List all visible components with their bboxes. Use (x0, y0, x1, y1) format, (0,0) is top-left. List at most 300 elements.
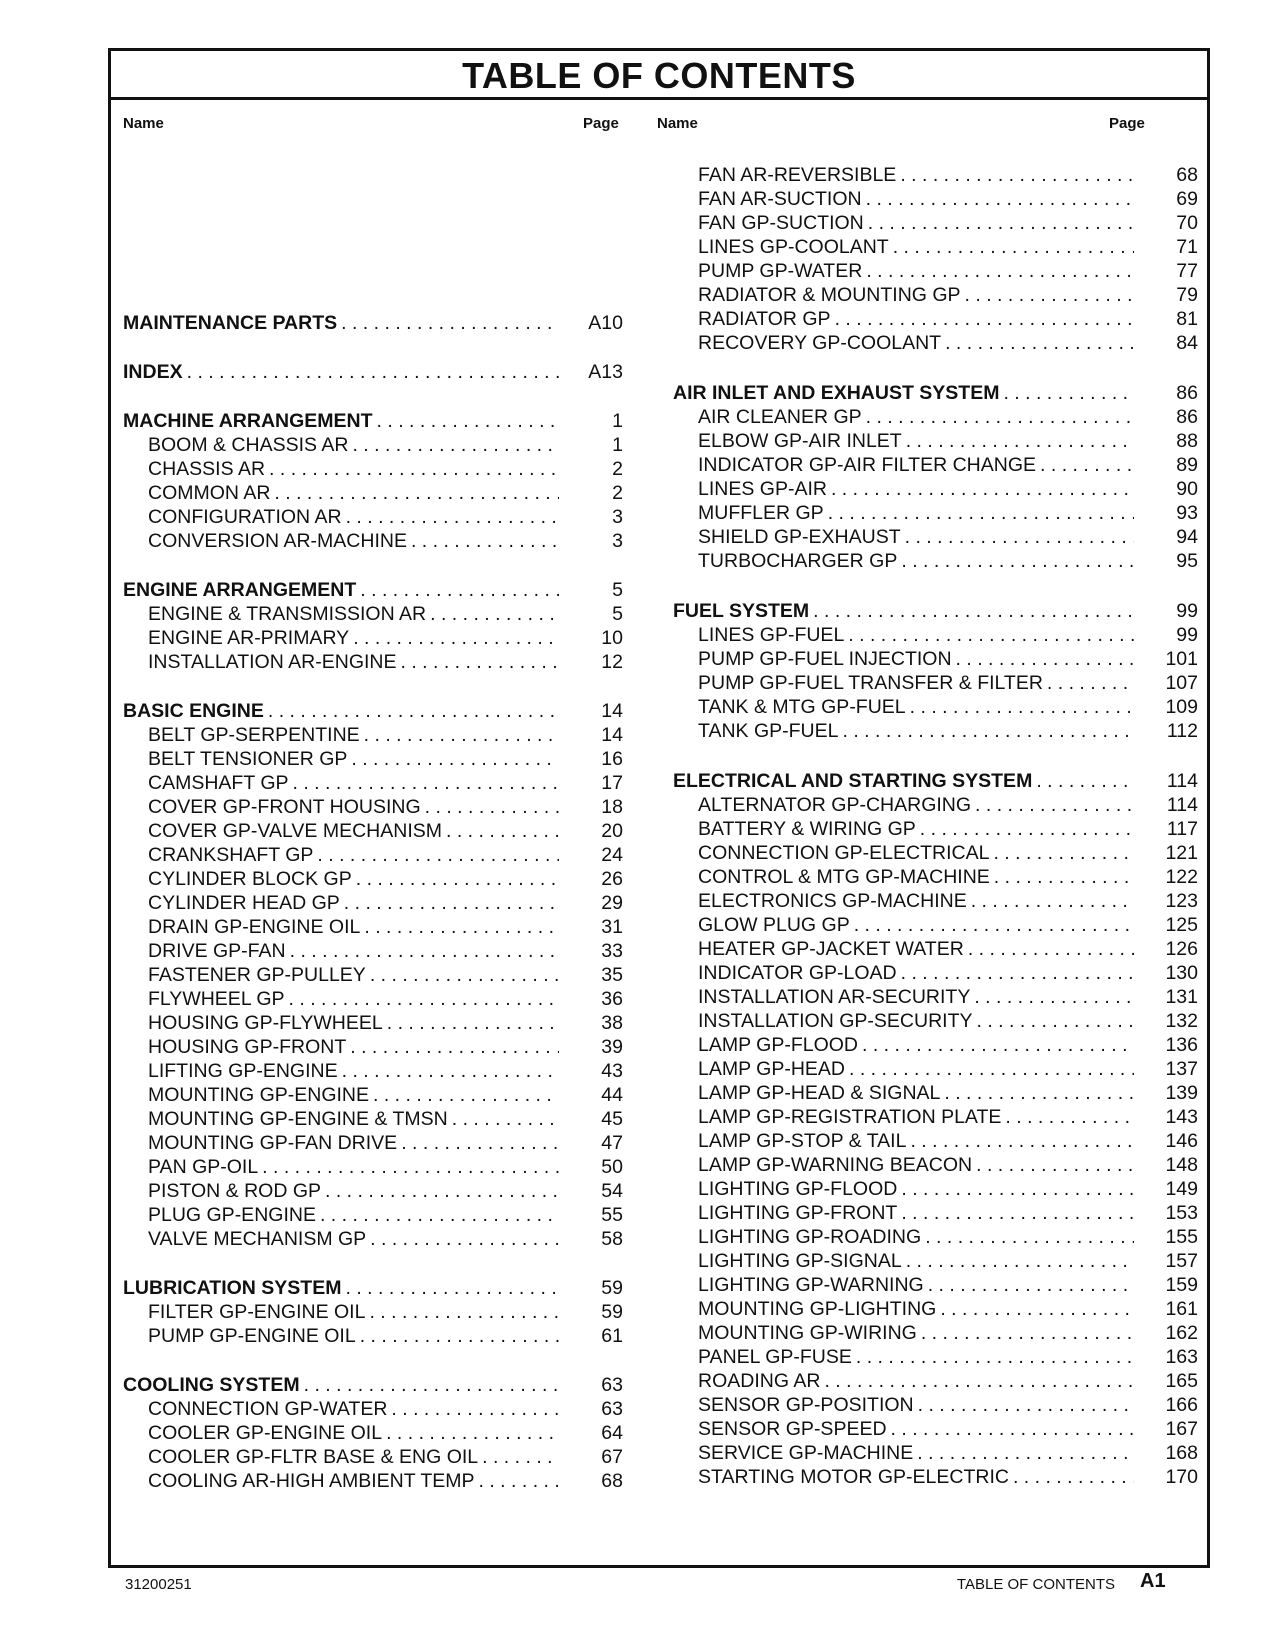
dot-leader (848, 623, 1134, 647)
toc-entry-name: MUFFLER GP (698, 502, 824, 524)
toc-entry (673, 1393, 1198, 1417)
toc-entry (123, 1300, 623, 1324)
toc-entry-page: 90 (1176, 478, 1198, 500)
dot-leader (370, 1227, 559, 1251)
dot-leader (401, 650, 560, 674)
dot-leader (956, 647, 1134, 671)
toc-entry-name: LINES GP-FUEL (698, 624, 845, 646)
toc-entry (673, 1225, 1198, 1249)
toc-entry-page: 109 (1165, 696, 1198, 718)
toc-entry-name: LIGHTING GP-ROADING (698, 1226, 922, 1248)
doc-number: 31200251 (125, 1576, 192, 1593)
toc-entry-page: 121 (1165, 842, 1198, 864)
dot-leader (370, 963, 559, 987)
toc-entry (123, 1179, 623, 1203)
toc-entry-name: RECOVERY GP-COOLANT (698, 332, 942, 354)
toc-entry-page: A10 (588, 312, 623, 334)
toc-entry (123, 1203, 623, 1227)
toc-entry (673, 841, 1198, 865)
toc-entry (123, 819, 623, 843)
toc-entry (123, 1059, 623, 1083)
toc-entry-page: 170 (1165, 1466, 1198, 1488)
dot-leader (317, 843, 559, 867)
toc-entry-name: SENSOR GP-POSITION (698, 1394, 914, 1416)
toc-entry-name: AIR CLEANER GP (698, 406, 862, 428)
toc-entry-name: GLOW PLUG GP (698, 914, 850, 936)
toc-entry-page: 47 (601, 1132, 623, 1154)
toc-entry-name: CONNECTION GP-WATER (148, 1398, 388, 1420)
toc-entry-name: LAMP GP-REGISTRATION PLATE (698, 1106, 1002, 1128)
toc-entry-name: FASTENER GP-PULLEY (148, 964, 366, 986)
toc-entry-page: 114 (1166, 794, 1198, 816)
toc-entry (673, 1345, 1198, 1369)
dot-leader (974, 985, 1134, 1009)
toc-entry-page: 155 (1165, 1226, 1198, 1248)
toc-entry-page: 157 (1165, 1250, 1198, 1272)
toc-entry-page: 59 (601, 1301, 623, 1323)
right-name-header: Name (657, 115, 698, 132)
toc-entry-name: PUMP GP-WATER (698, 260, 863, 282)
toc-entry-page: 162 (1165, 1322, 1198, 1344)
footer-page-number: A1 (1140, 1570, 1166, 1592)
toc-entry (123, 529, 623, 553)
toc-entry-page: 20 (601, 820, 623, 842)
toc-entry (673, 1033, 1198, 1057)
toc-entry (673, 1321, 1198, 1345)
toc-entry-name: LIGHTING GP-FRONT (698, 1202, 898, 1224)
toc-entry-page: 101 (1165, 648, 1198, 670)
toc-entry (673, 1249, 1198, 1273)
dot-leader (940, 1297, 1134, 1321)
toc-entry-page: 131 (1165, 986, 1198, 1008)
toc-entry-name: FAN AR-REVERSIBLE (698, 164, 897, 186)
toc-entry (673, 913, 1198, 937)
toc-entry-page: 165 (1165, 1370, 1198, 1392)
toc-entry (123, 699, 623, 723)
dot-leader (866, 187, 1134, 211)
toc-entry-page: 161 (1165, 1298, 1198, 1320)
toc-entry-page: 149 (1165, 1178, 1198, 1200)
toc-entry-page: 143 (1165, 1106, 1198, 1128)
toc-entry-name: INDICATOR GP-LOAD (698, 962, 897, 984)
dot-leader (893, 235, 1134, 259)
dot-leader (866, 405, 1134, 429)
toc-entry-name: BELT TENSIONER GP (148, 748, 348, 770)
toc-entry-name: ALTERNATOR GP-CHARGING (698, 794, 972, 816)
toc-entry-name: ELECTRICAL AND STARTING SYSTEM (673, 770, 1033, 792)
toc-entry-name: CONFIGURATION AR (148, 506, 342, 528)
dot-leader (1047, 671, 1134, 695)
toc-entry-page: 55 (601, 1204, 623, 1226)
dot-leader (290, 939, 559, 963)
toc-entry (673, 331, 1198, 355)
title-divider (111, 97, 1207, 100)
toc-entry (673, 405, 1198, 429)
toc-entry-name: COVER GP-FRONT HOUSING (148, 796, 421, 818)
dot-leader (928, 1273, 1134, 1297)
toc-entry-page: 61 (601, 1325, 623, 1347)
dot-leader (905, 525, 1134, 549)
dot-leader (364, 915, 559, 939)
dot-leader (945, 331, 1134, 355)
right-page-header: Page (1109, 115, 1145, 132)
toc-entry (673, 1129, 1198, 1153)
dot-leader (910, 695, 1134, 719)
dot-leader (482, 1445, 559, 1469)
toc-entry-page: 136 (1165, 1034, 1198, 1056)
toc-entry-name: TURBOCHARGER GP (698, 550, 898, 572)
toc-entry-name: PANEL GP-FUSE (698, 1346, 852, 1368)
toc-entry (673, 1297, 1198, 1321)
dot-leader (289, 987, 559, 1011)
toc-entry-page: 112 (1166, 720, 1198, 742)
toc-entry (123, 650, 623, 674)
toc-entry-name: ELBOW GP-AIR INLET (698, 430, 902, 452)
toc-entry (673, 647, 1198, 671)
toc-entry-name: LIGHTING GP-WARNING (698, 1274, 924, 1296)
toc-entry-page: 68 (1176, 164, 1198, 186)
dot-leader (921, 1321, 1134, 1345)
toc-entry-name: LAMP GP-HEAD & SIGNAL (698, 1082, 941, 1104)
dot-leader (891, 1417, 1134, 1441)
toc-entry-name: LINES GP-COOLANT (698, 236, 889, 258)
toc-entry-name: LAMP GP-HEAD (698, 1058, 846, 1080)
toc-frame (108, 48, 1210, 1568)
dot-leader (918, 1393, 1134, 1417)
toc-entry (123, 1469, 623, 1493)
toc-entry (673, 1273, 1198, 1297)
toc-entry-page: 86 (1176, 406, 1198, 428)
toc-entry-page: 167 (1165, 1418, 1198, 1440)
dot-leader (353, 626, 559, 650)
dot-leader (977, 1009, 1135, 1033)
dot-leader (944, 1081, 1134, 1105)
dot-leader (325, 1179, 559, 1203)
toc-entry (673, 187, 1198, 211)
toc-entry-name: MOUNTING GP-ENGINE (148, 1084, 370, 1106)
dot-leader (1036, 769, 1134, 793)
toc-entry-page: 146 (1165, 1130, 1198, 1152)
dot-leader (425, 795, 559, 819)
toc-entry-page: 93 (1176, 502, 1198, 524)
page-title: TABLE OF CONTENTS (462, 55, 856, 96)
toc-entry (673, 381, 1198, 405)
toc-entry (673, 259, 1198, 283)
toc-entry (123, 1155, 623, 1179)
toc-entry (123, 1035, 623, 1059)
toc-entry (673, 1441, 1198, 1465)
toc-entry-name: MOUNTING GP-ENGINE & TMSN (148, 1108, 448, 1130)
dot-leader (346, 505, 559, 529)
toc-entry-page: 89 (1176, 454, 1198, 476)
toc-entry-page: 14 (601, 700, 623, 722)
dot-leader (304, 1373, 559, 1397)
toc-entry (673, 719, 1198, 743)
toc-entry-name: DRIVE GP-FAN (148, 940, 286, 962)
toc-entry-name: LINES GP-AIR (698, 478, 827, 500)
dot-leader (854, 913, 1134, 937)
dot-leader (352, 433, 559, 457)
toc-entry-page: A13 (588, 361, 623, 383)
toc-entry-name: COOLER GP-FLTR BASE & ENG OIL (148, 1446, 479, 1468)
dot-leader (293, 771, 560, 795)
toc-entry-page: 163 (1165, 1346, 1198, 1368)
dot-leader (901, 1201, 1134, 1225)
toc-entry-page: 79 (1176, 284, 1198, 306)
toc-entry-page: 99 (1176, 600, 1198, 622)
dot-leader (993, 841, 1134, 865)
toc-entry-name: MOUNTING GP-FAN DRIVE (148, 1132, 398, 1154)
dot-leader (843, 719, 1135, 743)
dot-leader (446, 819, 559, 843)
dot-leader (364, 723, 559, 747)
toc-entry-name: ROADING AR (698, 1370, 821, 1392)
dot-leader (411, 529, 559, 553)
toc-entry-name: MOUNTING GP-LIGHTING (698, 1298, 937, 1320)
toc-entry (673, 671, 1198, 695)
toc-entry (673, 1009, 1198, 1033)
toc-entry (673, 599, 1198, 623)
toc-entry (123, 481, 623, 505)
toc-entry-page: 35 (601, 964, 623, 986)
toc-entry-page: 99 (1176, 624, 1198, 646)
toc-entry-page: 77 (1176, 260, 1198, 282)
toc-entry-name: SENSOR GP-SPEED (698, 1418, 887, 1440)
toc-entry (123, 360, 623, 384)
toc-entry-page: 148 (1165, 1154, 1198, 1176)
toc-entry-name: STARTING MOTOR GP-ELECTRIC (698, 1466, 1009, 1488)
dot-leader (369, 1300, 559, 1324)
toc-entry-name: HOUSING GP-FRONT (148, 1036, 347, 1058)
toc-entry-name: RADIATOR GP (698, 308, 831, 330)
dot-leader (187, 360, 559, 384)
dot-leader (350, 1035, 559, 1059)
toc-entry-name: PLUG GP-ENGINE (148, 1204, 316, 1226)
toc-entry-name: HOUSING GP-FLYWHEEL (148, 1012, 383, 1034)
toc-entry-name: INSTALLATION AR-SECURITY (698, 986, 971, 1008)
toc-entry (673, 1177, 1198, 1201)
toc-entry-name: CHASSIS AR (148, 458, 266, 480)
toc-entry (123, 723, 623, 747)
dot-leader (269, 457, 559, 481)
toc-entry (123, 409, 623, 433)
toc-entry-page: 137 (1165, 1058, 1198, 1080)
toc-entry-page: 67 (601, 1446, 623, 1468)
toc-entry-page: 16 (601, 748, 623, 770)
dot-leader (906, 1249, 1134, 1273)
dot-leader (262, 1155, 559, 1179)
toc-entry-page: 50 (601, 1156, 623, 1178)
toc-entry-name: CYLINDER HEAD GP (148, 892, 340, 914)
toc-entry-name: FAN AR-SUCTION (698, 188, 862, 210)
toc-entry-name: PUMP GP-FUEL TRANSFER & FILTER (698, 672, 1043, 694)
toc-entry (123, 311, 623, 335)
toc-entry-page: 68 (601, 1470, 623, 1492)
toc-entry-name: CONVERSION AR-MACHINE (148, 530, 407, 552)
dot-leader (1003, 381, 1134, 405)
toc-entry (673, 1369, 1198, 1393)
toc-entry-page: 95 (1176, 550, 1198, 572)
toc-entry (673, 793, 1198, 817)
toc-entry-name: COOLING SYSTEM (123, 1374, 300, 1396)
toc-entry (123, 939, 623, 963)
toc-entry (673, 501, 1198, 525)
toc-entry-page: 63 (601, 1398, 623, 1420)
dot-leader (994, 865, 1134, 889)
toc-entry (673, 865, 1198, 889)
toc-entry (673, 1105, 1198, 1129)
toc-entry-name: DRAIN GP-ENGINE OIL (148, 916, 361, 938)
dot-leader (360, 1324, 559, 1348)
toc-entry (673, 695, 1198, 719)
toc-entry (123, 1276, 623, 1300)
toc-entry (123, 1131, 623, 1155)
toc-entry-name: HEATER GP-JACKET WATER (698, 938, 964, 960)
toc-entry-name: BATTERY & WIRING GP (698, 818, 916, 840)
toc-entry-page: 17 (601, 772, 623, 794)
toc-entry-name: COVER GP-VALVE MECHANISM (148, 820, 442, 842)
toc-entry-name: CYLINDER BLOCK GP (148, 868, 352, 890)
toc-entry-page: 69 (1176, 188, 1198, 210)
toc-entry-page: 39 (601, 1036, 623, 1058)
dot-leader (910, 1129, 1134, 1153)
dot-leader (1040, 453, 1134, 477)
toc-entry (123, 1397, 623, 1421)
toc-entry-name: LAMP GP-STOP & TAIL (698, 1130, 907, 1152)
toc-entry-page: 1 (612, 410, 623, 432)
toc-entry-page: 58 (601, 1228, 623, 1250)
toc-entry-page: 126 (1165, 938, 1198, 960)
dot-leader (373, 1083, 559, 1107)
toc-entry-name: BELT GP-SERPENTINE (148, 724, 360, 746)
toc-entry-page: 130 (1165, 962, 1198, 984)
dot-leader (925, 1225, 1134, 1249)
dot-leader (868, 211, 1134, 235)
toc-entry-name: MAINTENANCE PARTS (123, 312, 338, 334)
toc-entry-name: PISTON & ROD GP (148, 1180, 322, 1202)
toc-entry-name: BOOM & CHASSIS AR (148, 434, 349, 456)
dot-leader (391, 1397, 559, 1421)
toc-entry (123, 771, 623, 795)
left-page-header: Page (583, 115, 619, 132)
toc-entry-name: FUEL SYSTEM (673, 600, 810, 622)
toc-entry-page: 38 (601, 1012, 623, 1034)
toc-entry-name: PUMP GP-ENGINE OIL (148, 1325, 356, 1347)
toc-entry (673, 1081, 1198, 1105)
toc-entry-page: 114 (1166, 770, 1198, 792)
dot-leader (828, 501, 1134, 525)
dot-leader (479, 1469, 559, 1493)
toc-entry-name: LIGHTING GP-FLOOD (698, 1178, 898, 1200)
toc-entry (123, 843, 623, 867)
toc-entry-page: 159 (1165, 1274, 1198, 1296)
toc-entry-page: 132 (1165, 1010, 1198, 1032)
dot-leader (430, 602, 559, 626)
dot-leader (906, 429, 1134, 453)
left-name-header: Name (123, 115, 164, 132)
toc-entry-name: INDEX (123, 361, 183, 383)
toc-entry-name: ELECTRONICS GP-MACHINE (698, 890, 967, 912)
toc-entry-page: 88 (1176, 430, 1198, 452)
toc-entry-name: LIGHTING GP-SIGNAL (698, 1250, 902, 1272)
toc-entry-name: CONNECTION GP-ELECTRICAL (698, 842, 990, 864)
toc-entry-name: LAMP GP-WARNING BEACON (698, 1154, 973, 1176)
toc-entry (123, 1107, 623, 1131)
dot-leader (452, 1107, 559, 1131)
toc-entry-page: 3 (612, 506, 623, 528)
dot-leader (345, 1276, 559, 1300)
toc-entry (673, 1201, 1198, 1225)
toc-entry-page: 70 (1176, 212, 1198, 234)
toc-entry-page: 43 (601, 1060, 623, 1082)
dot-leader (342, 1059, 559, 1083)
dot-leader (866, 259, 1134, 283)
dot-leader (360, 578, 559, 602)
dot-leader (831, 477, 1134, 501)
toc-entry-name: COMMON AR (148, 482, 271, 504)
toc-entry-name: LUBRICATION SYSTEM (123, 1277, 342, 1299)
toc-entry (123, 457, 623, 481)
dot-leader (377, 409, 559, 433)
toc-entry-name: SERVICE GP-MACHINE (698, 1442, 914, 1464)
toc-entry-name: MACHINE ARRANGEMENT (123, 410, 373, 432)
toc-entry-page: 5 (612, 579, 623, 601)
toc-entry (673, 889, 1198, 913)
toc-entry (673, 453, 1198, 477)
toc-entry-name: CAMSHAFT GP (148, 772, 289, 794)
toc-entry-page: 29 (601, 892, 623, 914)
toc-entry (673, 985, 1198, 1009)
toc-entry-name: TANK GP-FUEL (698, 720, 839, 742)
toc-entry-page: 153 (1165, 1202, 1198, 1224)
toc-entry-name: RADIATOR & MOUNTING GP (698, 284, 961, 306)
toc-entry-name: INDICATOR GP-AIR FILTER CHANGE (698, 454, 1037, 476)
dot-leader (917, 1441, 1134, 1465)
toc-entry-page: 33 (601, 940, 623, 962)
toc-entry-name: BASIC ENGINE (123, 700, 264, 722)
toc-entry-name: AIR INLET AND EXHAUST SYSTEM (673, 382, 1000, 404)
dot-leader (1005, 1105, 1134, 1129)
toc-entry-page: 117 (1166, 818, 1198, 840)
dot-leader (320, 1203, 559, 1227)
dot-leader (920, 817, 1134, 841)
toc-entry-page: 26 (601, 868, 623, 890)
toc-entry (123, 891, 623, 915)
footer-section-title: TABLE OF CONTENTS (956, 1576, 1115, 1593)
toc-entry (123, 1083, 623, 1107)
toc-entry-page: 44 (601, 1084, 623, 1106)
toc-entry-page: 1 (612, 434, 623, 456)
toc-entry (673, 235, 1198, 259)
toc-entry-page: 84 (1176, 332, 1198, 354)
dot-leader (274, 481, 559, 505)
dot-leader (344, 891, 559, 915)
toc-entry (673, 163, 1198, 187)
toc-entry-name: INSTALLATION AR-ENGINE (148, 651, 397, 673)
toc-entry-page: 12 (601, 651, 623, 673)
dot-leader (341, 311, 559, 335)
toc-entry (673, 477, 1198, 501)
toc-entry-page: 139 (1165, 1082, 1198, 1104)
toc-entry-page: 63 (601, 1374, 623, 1396)
toc-entry (123, 963, 623, 987)
toc-entry-page: 14 (601, 724, 623, 746)
dot-leader (856, 1345, 1134, 1369)
toc-entry-name: CRANKSHAFT GP (148, 844, 314, 866)
toc-entry-name: SHIELD GP-EXHAUST (698, 526, 901, 548)
toc-entry (123, 987, 623, 1011)
toc-entry-page: 18 (601, 796, 623, 818)
